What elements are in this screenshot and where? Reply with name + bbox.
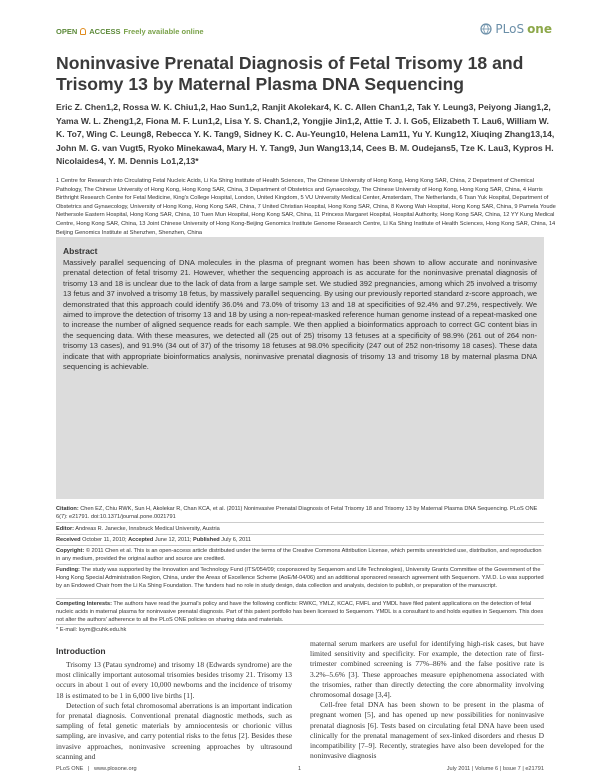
affiliations: 1 Centre for Research into Circulating Fetal Nucleic Acids, Li Ka Shing Institute of Health Sciences, The Chinese University of Hong Kong, Hong Kong SAR, China, 2 Department of Chemical Pathology, The Chinese University of Hong Kong, Hong Kong SAR, China, 3 Department of Obstetrics and Gynaecology, The Chinese University of Hong Kong, Hong Kong SAR, China, 4 Harris Birthright Research Centre for Fetal Medicine, King's College Hospital, London, United Kingdom, 5 VU University Medical Center, Amsterdam, The Netherlands, 6 Tsan Yuk Hospital, Department of Obstetrics and Gynaecology, University of Hong Kong, Hong Kong SAR, China, 7 United Christian Hospital, Hong Kong SAR, China, 8 Kwong Wah Hospital, Hong Kong SAR, China, 9 Pamela Youde Nethersole Eastern Hospital, Hong Kong SAR, China, 10 Tuen Mun Hospital, Hong Kong SAR, China, 11 Princess Margaret Hospital, Hospital Authority, Hong Kong SAR, China, 12 YY Kung Medical Centre, Hong Kong SAR, China, 13 Joint Chinese University of Hong Kong-Beijing Genomics Institute Genome Research Centre, Li Ka Shing Institute of Health Sciences, Hong Kong SAR, China, 14 Beijing Genomics Institute at Shenzhen, Shenzhen, China: [56, 178, 556, 236]
email-line: * E-mail: loym@cuhk.edu.hk: [56, 627, 127, 633]
accepted-label: Accepted: [128, 537, 154, 543]
page-number: 1: [298, 766, 302, 772]
competing-interests-line: [56, 600, 544, 624]
received-label: Received: [56, 537, 81, 543]
funding-text: The study was supported by the Innovation and Technology Fund (ITS/054/09; cosponsored by Sequenom and Life Technologies), University Grants Committee of the Government of the Hong Kong Special Administration Region, China, under the Areas of Excellence Scheme (AoE/M-04/06) and an additional sponsored research agreement with Sequenom. Y.M.D. Lo was supported by an Endowed Chair from the Li Ka Shing Foundation. The funders had no role in study design, data collection and analysis, decision to publish, or preparation of the manuscript.: [56, 567, 544, 589]
dates-line: [56, 536, 544, 544]
competing-label: Competing Interests:: [56, 601, 112, 607]
open-access-badge: [56, 27, 204, 36]
citation-text: Chen EZ, Chiu RWK, Sun H, Akolekar R, Chan KCA, et al. (2011) Noninvasive Prenatal Diagnosis of Fetal Trisomy 18 and Trisomy 13 by Maternal Plasma DNA Sequencing. PLoS ONE 6(7): e21791. doi:10.1371/journal.pone.0021791: [56, 506, 538, 520]
freely-available-label: Freely available online: [123, 27, 204, 36]
citation-label: Citation:: [56, 506, 79, 512]
meta-divider: [56, 624, 544, 625]
paragraph: Detection of such fetal chromosomal aberrations is an important indication for prenatal diagnosis. Conventional prenatal diagnostic methods, such as sampling of fetal genetic materials by amniocentesis or chorionic villus sampling, are invasive, and carry potential risks to the fetus [2]. Besides these invasive approaches, noninvasive screening approaches by ultrasound scanning and: [56, 700, 292, 761]
citation-line: [56, 505, 544, 521]
copyright-line: [56, 547, 544, 563]
footer-issue: July 2011 | Volume 6 | Issue 7 | e21791: [446, 766, 544, 772]
right-column: [310, 639, 544, 761]
accepted-date: June 12, 2011;: [154, 537, 192, 543]
copyright-label: Copyright:: [56, 548, 85, 554]
editor-line: [56, 525, 544, 533]
footer-journal: PLoS ONE | www.plosone.org: [56, 766, 137, 772]
plos-globe-icon: [480, 23, 492, 35]
logo-plos: PLoS: [495, 22, 525, 36]
logo-one: one: [527, 22, 552, 36]
author-list: Eric Z. Chen1,2, Rossa W. K. Chiu1,2, Hao Sun1,2, Ranjit Akolekar4, K. C. Allen Chan1,2, Tak Y. Leung3, Peiyong Jiang1,2, Yama W. L. Zheng1,2, Fiona M. F. Lun1,2, Lisa Y. S. Chan1,2, Yongjie Jin1,2, Attie T. J. I. Go5, Elizabeth T. Lau6, William W. K. To7, Wing C. Leung8, Rebecca Y. K. Tang9, Sidney K. C. Au-Yeung10, Helena Lam11, Yu Y. Kung12, Xiuqing Zhang13,14, John M. G. van Vugt5, Ryoko Minekawa4, Mary H. Y. Tang9, Jun Wang13,14, Cees B. M. Oudejans5, Tze K. Lau3, Kypros H. Nicolaides4, Y. M. Dennis Lo1,2,13*: [56, 102, 555, 167]
footer-journal-name: PLoS ONE: [56, 766, 84, 772]
access-label: ACCESS: [89, 27, 121, 36]
abstract-heading: Abstract: [63, 246, 98, 256]
competing-text: The authors have read the journal's policy and have the following conflicts: RWKC, YMLZ, KCAC, FMFL and YMDL have filed patent applications on the detection of fetal nucleic acids in maternal plasma for noninvasive prenatal diagnosis. Part of this patent portfolio has been licensed to Sequenom. YMDL is a consultant to and holds equities in Sequenom. This does not alter the authors' adherence to all the PLoS ONE policies on sharing data and materials.: [56, 601, 544, 623]
copyright-text: © 2011 Chen et al. This is an open-access article distributed under the terms of the Creative Commons Attribution License, which permits unrestricted use, distribution, and reproduction in any medium, provided the original author and source are credited.: [56, 548, 542, 562]
meta-divider: [56, 534, 544, 535]
open-access-lock-icon: [80, 28, 86, 35]
published-date: July 6, 2011: [221, 537, 252, 543]
meta-divider: [56, 564, 544, 565]
meta-divider: [56, 522, 544, 523]
abstract-text: Massively parallel sequencing of DNA molecules in the plasma of pregnant women has been shown to allow accurate and noninvasive prenatal detection of fetal trisomy 21. However, whether the sequencing approach is as accurate for the noninvasive prenatal diagnosis of trisomy 13 and 18 is unclear due to the lack of data from a large sample set. We studied 392 pregnancies, among which 25 involved a trisomy 13 fetus and 37 involved a trisomy 18 fetus, by massively parallel sequencing. By using our previously reported standard z-score approach, we demonstrated that this approach could identify 36.0% and 73.0% of trisomy 13 and 18 at specificities of 92.4% and 97.2%, respectively. We aimed to improve the detection of trisomy 13 and 18 by using a non-repeat-masked reference human genome instead of a repeat-masked one to increase the number of aligned sequence reads for each sample. We then applied a bioinformatics approach to correct GC content bias in the sequencing data. With these measures, we detected all (25 out of 25) trisomy 13 fetuses at a specificity of 98.9% (261 out of 264 non-trisomy 13 cases), and 91.9% (34 out of 37) of the trisomy 18 fetuses at 98.0% specificity (247 out of 252 non-trisomy 18 cases). These data indicate that with appropriate bioinformatics analysis, noninvasive prenatal diagnosis of trisomy 13 and trisomy 18 by maternal plasma DNA sequencing is achievable.: [63, 258, 537, 372]
editor-label: Editor:: [56, 526, 75, 532]
introduction-heading: Introduction: [56, 646, 106, 656]
footer-url[interactable]: www.plosone.org: [93, 766, 137, 772]
left-column: [56, 660, 292, 762]
paragraph: Cell-free fetal DNA has been shown to be present in the plasma of pregnant women [5], and has opened up new possibilities for noninvasive prenatal diagnosis [6]. Tests based on circulating fetal DNA have been used clinically for the prenatal management of sex-linked disorders and rhesus D incompatibility [7–9]. Recently, strategies have also been developed for the noninvasive diagnosis: [310, 700, 544, 761]
paragraph: maternal serum markers are useful for identifying high-risk cases, but have limited sensitivity and specificity. For example, the detection rate of first-trimester combined screening is 77%–86% and the false positive rate is 3.2%–5.6% [3]. These approaches measure epiphenomena associated with the trisomies, rather than directly detecting the core abnormality involving chromosomal dosage [3,4].: [310, 639, 544, 700]
journal-logo: [480, 22, 552, 36]
open-label: OPEN: [56, 27, 78, 36]
editor-text: Andreas R. Janecke, Innsbruck Medical University, Austria: [75, 526, 220, 532]
received-date: October 11, 2010;: [82, 537, 127, 543]
funding-line: [56, 566, 544, 590]
paper-title: Noninvasive Prenatal Diagnosis of Fetal Trisomy 18 and Trisomy 13 by Maternal Plasma DNA Sequencing: [56, 53, 524, 94]
funding-label: Funding:: [56, 567, 80, 573]
paragraph: Trisomy 13 (Patau syndrome) and trisomy 18 (Edwards syndrome) are the most clinically important autosomal trisomies besides trisomy 21. Trisomy 13 occurs in about 1 out of every 10,000 newborns and the incidence of trisomy 18 is estimated to be 1 in 6,000 live births [1].: [56, 660, 292, 700]
meta-divider: [56, 545, 544, 546]
meta-divider: [56, 598, 544, 599]
published-label: Published: [193, 537, 220, 543]
